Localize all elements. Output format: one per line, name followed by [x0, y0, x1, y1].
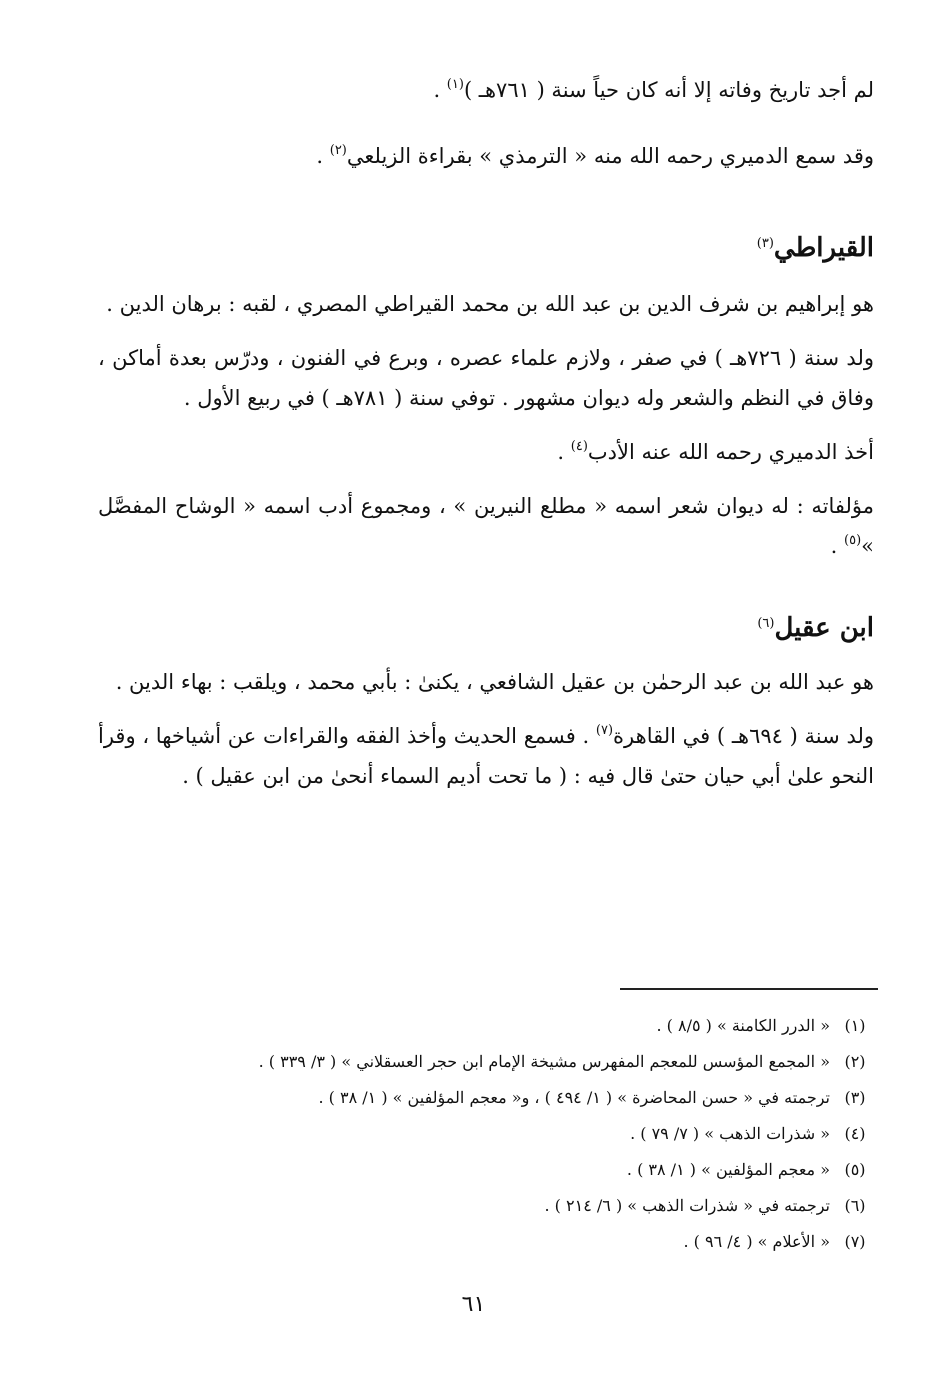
paragraph [98, 136, 874, 176]
section-heading [98, 226, 874, 270]
paragraph-text: ولد سنة ( ٦٩٤هـ ) في القاهرة [613, 724, 875, 748]
footnote-separator [620, 988, 878, 990]
footnote-ref[interactable]: (١) [446, 77, 464, 92]
footnote-item [140, 1188, 880, 1224]
paragraph-text: . فسمع الحديث وأخذ الفقه والقراءات عن أشياخها ، وقرأ النحو علىٰ أبي حيان حتىٰ قال فيه : ( ما تحت أديم السماء أنحىٰ من ابن عقيل ) . [98, 724, 874, 788]
footnote-text: « شذرات الذهب » ( ٧/ ٧٩ ) . [630, 1124, 830, 1143]
footnote-ref[interactable]: (٥) [844, 533, 862, 548]
paragraph-text: وقد سمع الدميري رحمه الله منه « الترمذي » بقراءة الزيلعي [346, 144, 874, 168]
paragraph [98, 432, 874, 472]
footnote-text: ترجمته في « حسن المحاضرة » ( ١/ ٤٩٤ ) ، و« معجم المؤلفين » ( ١/ ٣٨ ) . [318, 1088, 830, 1107]
footnote-ref[interactable]: (٧) [595, 723, 614, 738]
footnote-text: ترجمته في « شذرات الذهب » ( ٦/ ٢١٤ ) . [544, 1196, 830, 1215]
paragraph-text: مؤلفاته : له ديوان شعر اسمه « مطلع النيرين » ، ومجموع أدب اسمه « الوشاح المفصَّل » [98, 494, 874, 558]
footnote-ref[interactable]: (٦) [757, 616, 775, 631]
paragraph: ولد سنة ( ٧٢٦هـ ) في صفر ، ولازم علماء عصره ، وبرع في الفنون ، ودرّس بعدة أماكن ، وفاق في النظم والشعر وله ديوان مشهور . توفي سنة ( ٧٨١هـ ) في ربيع الأول . [98, 346, 874, 410]
footnote-number: (٦) [844, 1196, 866, 1215]
footnote-item [140, 1044, 880, 1080]
footnote-number: (١) [844, 1016, 866, 1035]
section-heading [98, 606, 874, 650]
footnote-text: « الدرر الكامنة » ( ٨/٥ ) . [656, 1016, 830, 1035]
footnote-number: (٣) [844, 1088, 866, 1107]
punctuation: . [830, 534, 844, 558]
footnote-item [140, 1224, 880, 1260]
footnote-item [140, 1152, 880, 1188]
footnote-ref[interactable]: (٤) [570, 439, 588, 454]
footnote-number: (٧) [844, 1232, 866, 1251]
paragraph: هو عبد الله بن عبد الرحمٰن بن عقيل الشافعي ، يكنىٰ : بأبي محمد ، ويلقب : بهاء الدين . [115, 670, 874, 694]
footnote-item [140, 1008, 880, 1044]
paragraph-text: أخذ الدميري رحمه الله عنه الأدب [587, 440, 874, 464]
footnote-number: (٢) [844, 1052, 866, 1071]
footnote-ref[interactable]: (٣) [756, 236, 774, 251]
paragraph [98, 70, 874, 110]
paragraph: هو إبراهيم بن شرف الدين بن عبد الله بن محمد القيراطي المصري ، لقبه : برهان الدين . [106, 292, 874, 316]
footnote-number: (٥) [844, 1160, 866, 1179]
heading-text: ابن عقيل [774, 613, 874, 643]
footnote-text: « الأعلام » ( ٤/ ٩٦ ) . [683, 1232, 830, 1251]
footnote-text: « المجمع المؤسس للمعجم المفهرس مشيخة الإمام ابن حجر العسقلاني » ( ٣/ ٣٣٩ ) . [258, 1052, 830, 1071]
footnote-number: (٤) [844, 1124, 866, 1143]
paragraph [98, 716, 874, 796]
footnote-item [140, 1116, 880, 1152]
punctuation: . [433, 78, 447, 102]
punctuation: . [557, 440, 571, 464]
main-text [98, 70, 874, 796]
heading-text: القيراطي [773, 233, 874, 263]
punctuation: . [316, 144, 330, 168]
footnote-ref[interactable]: (٢) [329, 143, 347, 158]
footnote-item [140, 1080, 880, 1116]
paragraph [98, 486, 874, 566]
footnotes [140, 1008, 880, 1260]
page-number: ٦١ [461, 1292, 486, 1317]
footnote-text: « معجم المؤلفين » ( ١/ ٣٨ ) . [626, 1160, 830, 1179]
paragraph-text: لم أجد تاريخ وفاته إلا أنه كان حياً سنة ( ٧٦١هـ ) [463, 78, 874, 102]
